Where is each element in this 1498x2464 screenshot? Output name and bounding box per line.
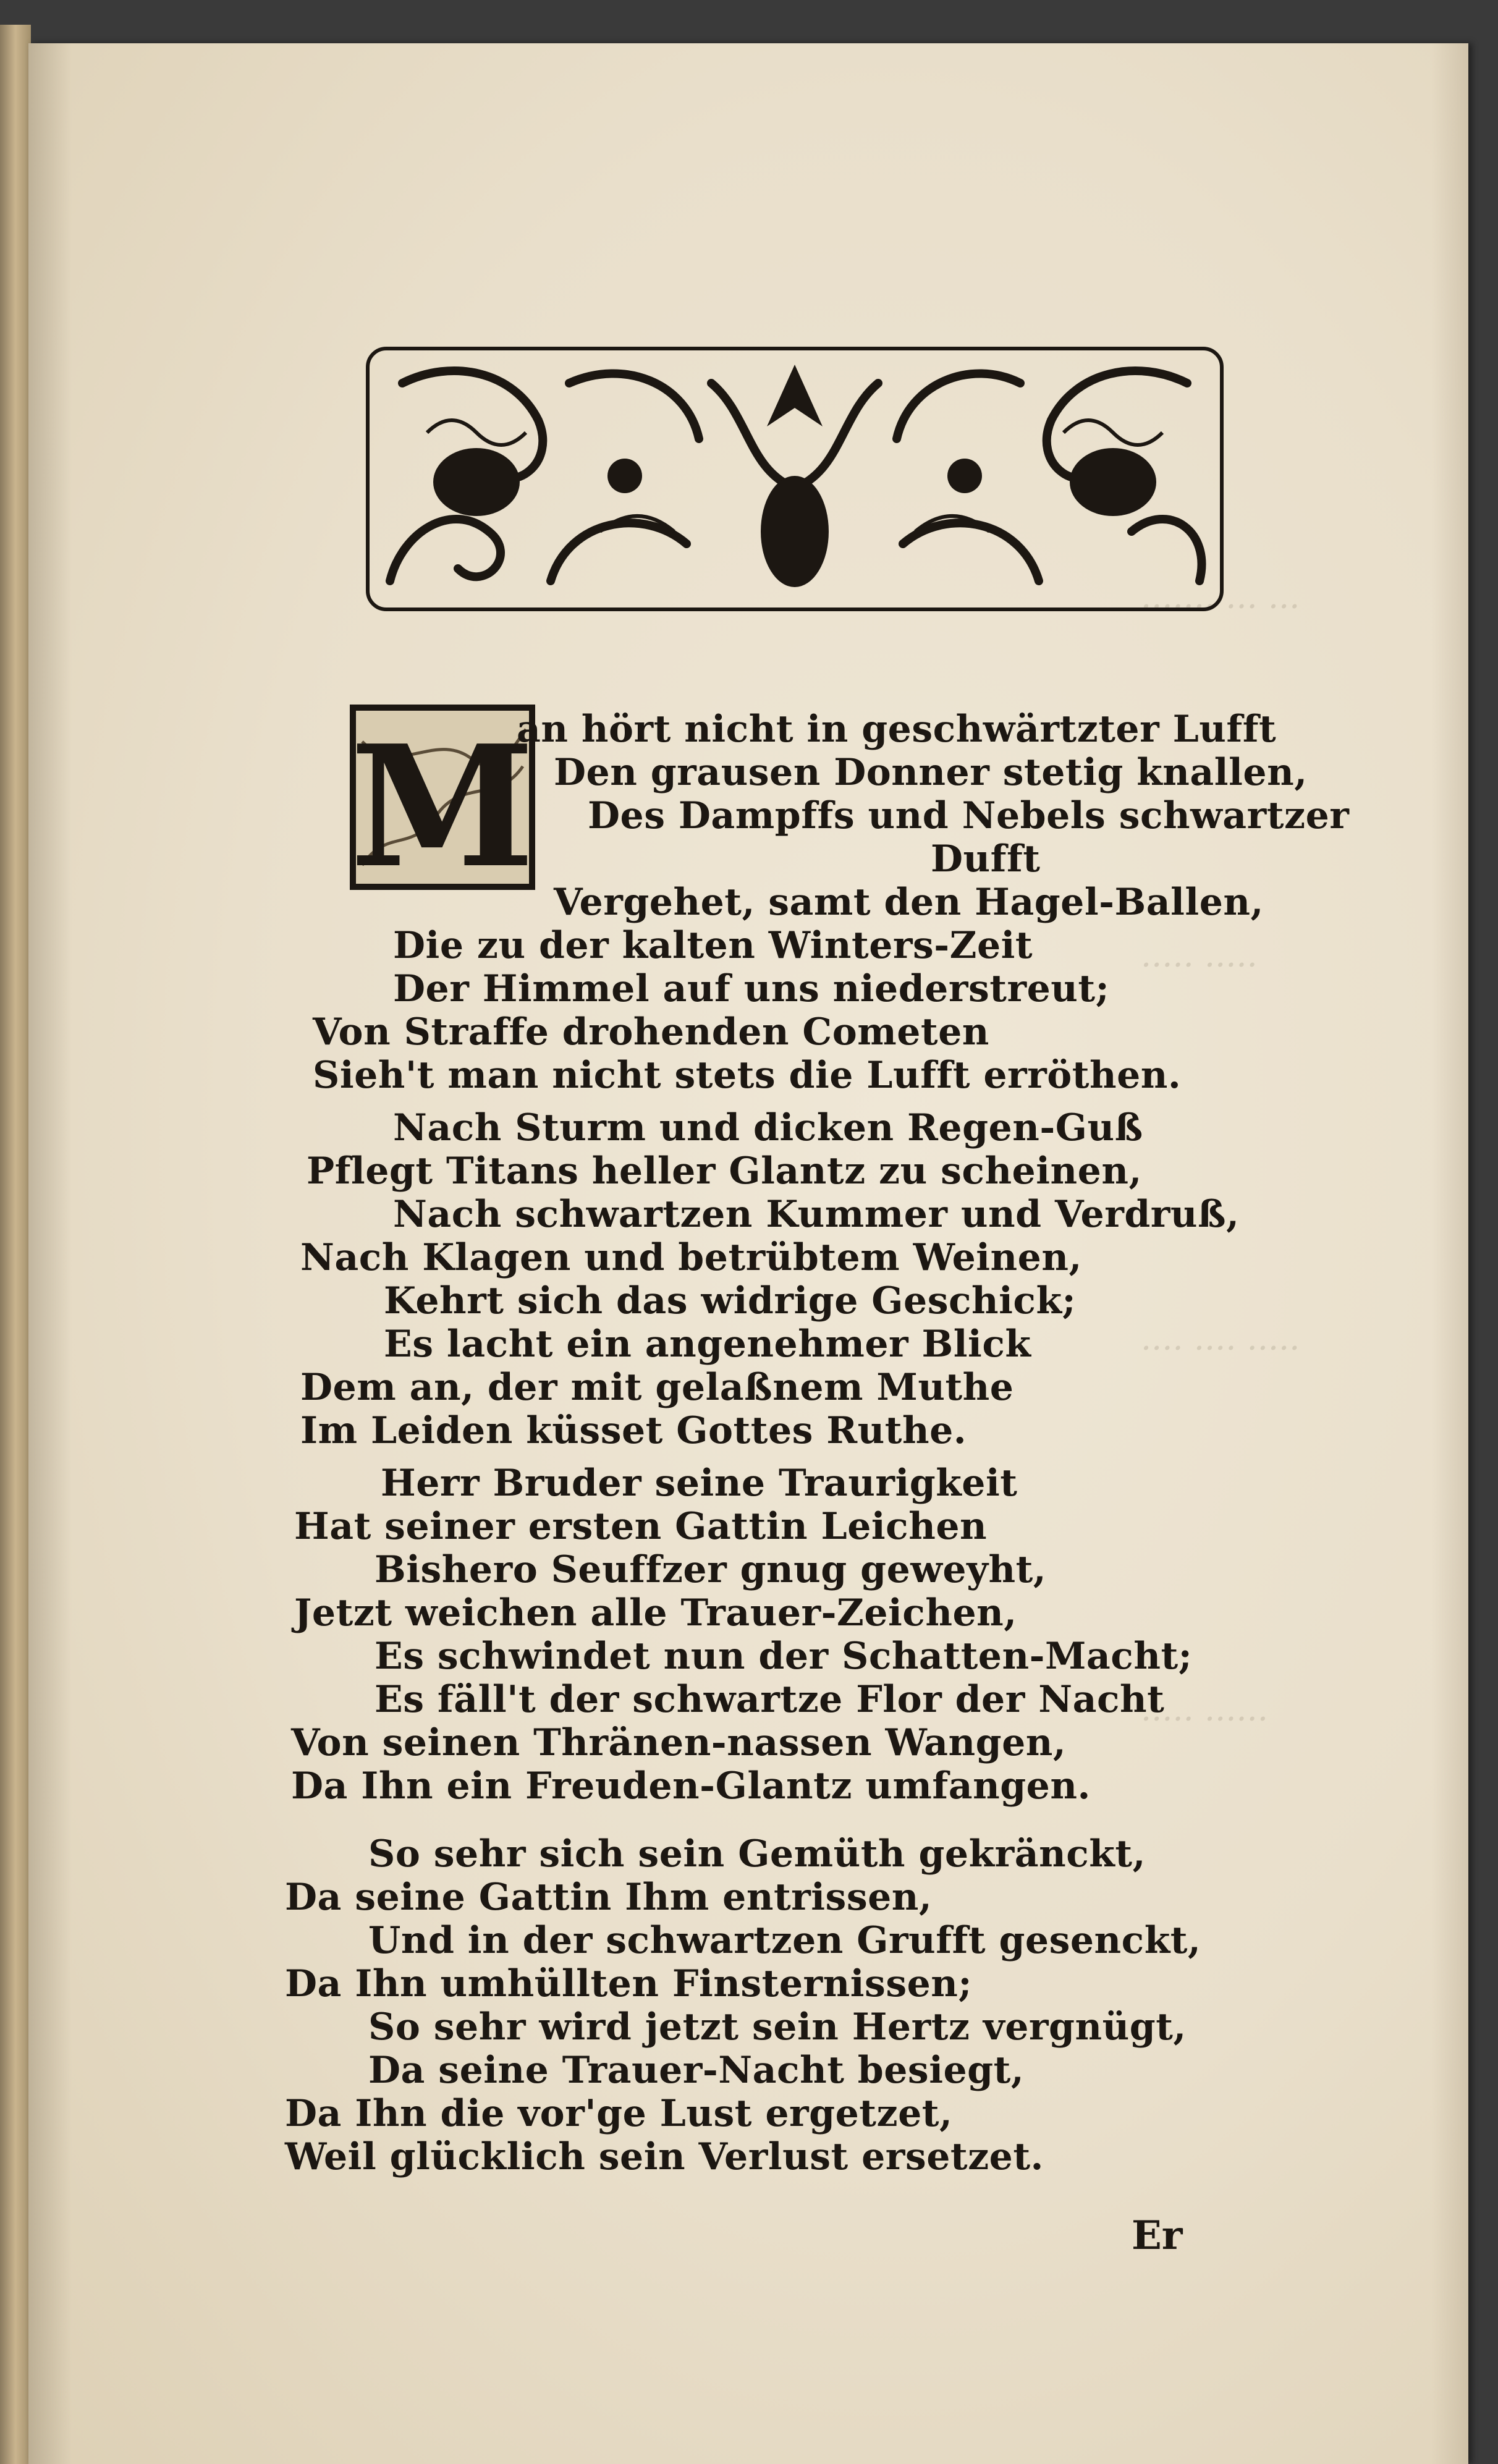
poem-line: Es fäll't der schwartze Flor der Nacht [374, 1678, 1165, 1721]
poem-line: So sehr sich sein Gemüth gekränckt, [368, 1832, 1146, 1876]
poem-line: Es lacht ein angenehmer Blick [384, 1323, 1031, 1366]
poem-line: Nach Klagen und betrübtem Weinen, [300, 1236, 1082, 1279]
poem-line: Da seine Trauer-Nacht besiegt, [368, 2049, 1025, 2092]
poem-line: Sieh't man nicht stets die Lufft erröthen. [313, 1054, 1182, 1097]
poem-line: Bishero Seuffzer gnug geweyht, [374, 1548, 1047, 1591]
poem-line: Jetzt weichen alle Trauer-Zeichen, [294, 1591, 1017, 1635]
poem-line: Dufft [931, 837, 1041, 881]
poem-line: Hat seiner ersten Gattin Leichen [294, 1505, 988, 1548]
poem-line: Es schwindet nun der Schatten-Macht; [374, 1635, 1193, 1678]
poem-line: Weil glücklich sein Verlust ersetzet. [285, 2135, 1044, 2178]
poem-line: Nach schwartzen Kummer und Verdruß, [393, 1193, 1240, 1236]
poem-line: Dem an, der mit gelaßnem Muthe [300, 1366, 1014, 1409]
show-through-text: ······· ··· ··· [1141, 587, 1300, 626]
poem-line: Vergehet, samt den Hagel-Ballen, [554, 881, 1264, 924]
poem-line: Da seine Gattin Ihm entrissen, [285, 1876, 933, 1919]
poem-line: an hört nicht in geschwärtzter Lufft [517, 708, 1277, 751]
poem-text [28, 43, 1468, 2464]
drop-cap-letter: M [350, 708, 535, 890]
poem-line: Der Himmel auf uns niederstreut; [393, 967, 1110, 1010]
poem-line: Im Leiden küsset Gottes Ruthe. [300, 1409, 967, 1452]
poem-line: Des Dampffs und Nebels schwartzer [588, 794, 1350, 837]
catchword: Er [1132, 2212, 1183, 2259]
poem-line: Da Ihn ein Freuden-Glantz umfangen. [291, 1764, 1091, 1808]
poem-line: Da Ihn umhüllten Finsternissen; [285, 1962, 973, 2005]
poem-line: Pflegt Titans heller Glantz zu scheinen, [307, 1149, 1142, 1193]
poem-line: Und in der schwartzen Grufft gesenckt, [368, 1919, 1201, 1962]
poem-line: So sehr wird jetzt sein Hertz vergnügt, [368, 2005, 1187, 2049]
poem-line: Nach Sturm und dicken Regen-Guß [393, 1106, 1143, 1149]
book-page [28, 43, 1468, 2464]
show-through-text: ····· ······ [1141, 1700, 1268, 1738]
poem-line: Den grausen Donner stetig knallen, [554, 751, 1308, 794]
show-through-text: ····· ····· [1141, 946, 1258, 984]
adjacent-page-edge [0, 25, 31, 2464]
poem-line: Da Ihn die vor'ge Lust ergetzet, [285, 2092, 953, 2135]
poem-line: Von seinen Thränen-nassen Wangen, [291, 1721, 1067, 1764]
poem-line: Die zu der kalten Winters-Zeit [393, 924, 1033, 967]
poem-line: Herr Bruder seine Traurigkeit [381, 1462, 1018, 1505]
show-through-text: ···· ···· ····· [1141, 1329, 1300, 1368]
poem-line: Kehrt sich das widrige Geschick; [384, 1279, 1077, 1323]
poem-line: Von Straffe drohenden Cometen [313, 1010, 989, 1054]
